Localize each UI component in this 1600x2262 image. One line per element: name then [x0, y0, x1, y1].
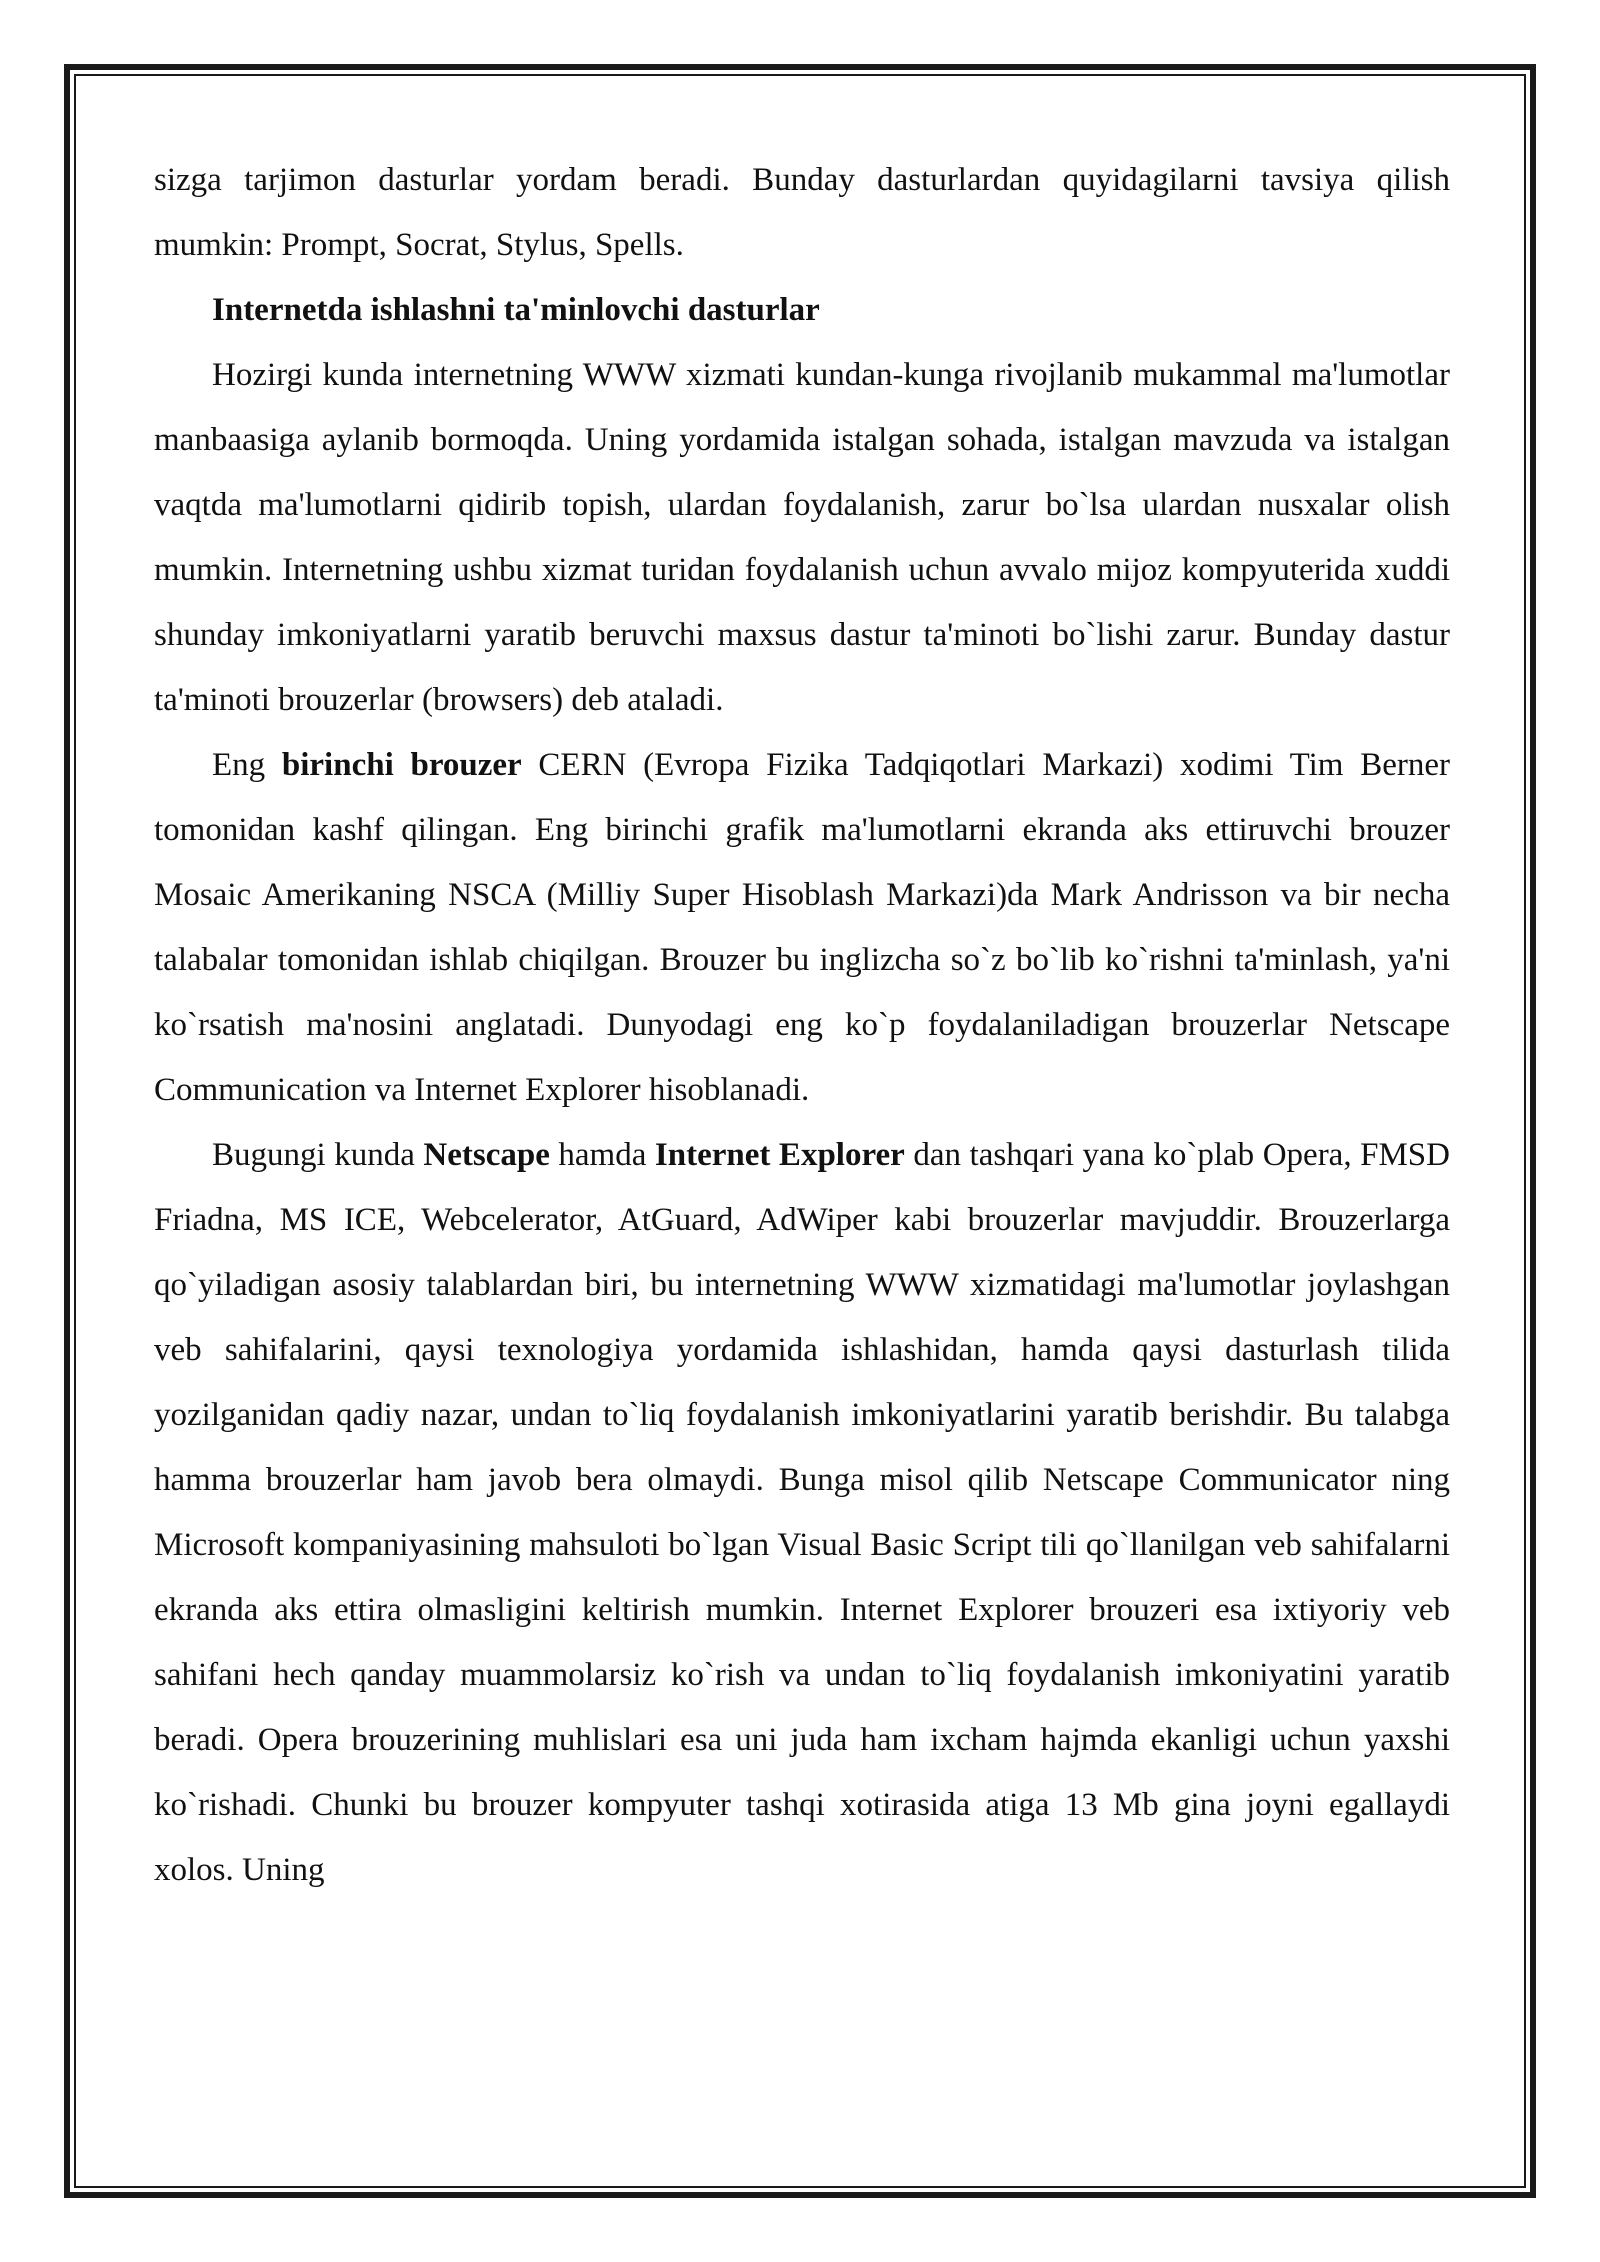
paragraph-first-browser: [154, 733, 1450, 1123]
paragraph-browsers-today: [154, 1123, 1450, 1903]
p2-pre: Eng: [212, 747, 282, 783]
p2-bold-first-browser: birinchi brouzer: [281, 747, 522, 783]
p3-bold-netscape: Netscape: [423, 1137, 550, 1173]
p3-mid: hamda: [549, 1137, 655, 1173]
p2-post: CERN (Evropa Fizika Tadqiqotlari Markazi) xodimi Tim Berner tomonidan kashf qilingan. Eng birinchi grafik ma'lumotlarni ekranda aks ettiruvchi brouzer Mosaic Amerikaning NSCA (Milliy Super Hisoblash Markazi)da Mark Andrisson va bir necha talabalar tomonidan ishlab chiqilgan. Brouzer bu inglizcha so`z bo`lib ko`rishni ta'minlash, ya'ni ko`rsatish ma'nosini anglatadi. Dunyodagi eng ko`p foydalaniladigan brouzerlar Netscape Communication va Internet Explorer hisoblanadi.: [154, 747, 1450, 1108]
section-heading: Internetda ishlashni ta'minlovchi dasturlar: [212, 292, 820, 328]
p3-pre: Bugungi kunda: [212, 1137, 424, 1173]
p3-post: dan tashqari yana ko`plab Opera, FMSD Friadna, MS ICE, Webcelerator, AtGuard, AdWiper kabi brouzerlar mavjuddir. Brouzerlarga qo`yiladigan asosiy talablardan biri, bu internetning WWW xizmatidagi ma'lumotlar joylashgan veb sahifalarini, qaysi texnologiya yordamida ishlashidan, hamda qaysi dasturlash tilida yozilganidan qadiy nazar, undan to`liq foydalanish imkoniyatlarini yaratib berishdir. Bu talabga hamma brouzerlar ham javob bera olmaydi. Bunga misol qilib Netscape Communicator ning Microsoft kompaniyasining mahsuloti bo`lgan Visual Basic Script tili qo`llanilgan veb sahifalarni ekranda aks ettira olmasligini keltirish mumkin. Internet Explorer brouzeri esa ixtiyoriy veb sahifani hech qanday muammolarsiz ko`rish va undan to`liq foydalanish imkoniyatini yaratib beradi. Opera brouzerining muhlislari esa uni juda ham ixcham hajmda ekanligi uchun yaxshi ko`rishadi. Chunki bu brouzer kompyuter tashqi xotirasida atiga 13 Mb gina joyni egallaydi xolos. Uning: [154, 1137, 1450, 1888]
paragraph-intro: sizga tarjimon dasturlar yordam beradi. Bunday dasturlardan quyidagilarni tavsiya qilish mumkin: Prompt, Socrat, Stylus, Spells.: [154, 162, 1450, 263]
p3-bold-internet-explorer: Internet Explorer: [654, 1137, 905, 1173]
document-body: [154, 148, 1450, 1903]
paragraph-www-service: Hozirgi kunda internetning WWW xizmati kundan-kunga rivojlanib mukammal ma'lumotlar manbaasiga aylanib bormoqda. Uning yordamida istalgan sohada, istalgan mavzuda va istalgan vaqtda ma'lumotlarni qidirib topish, ulardan foydalanish, zarur bo`lsa ulardan nusxalar olish mumkin. Internetning ushbu xizmat turidan foydalanish uchun avvalo mijoz kompyuterida xuddi shunday imkoniyatlarni yaratib beruvchi maxsus dastur ta'minoti bo`lishi zarur. Bunday dastur ta'minoti brouzerlar (browsers) deb ataladi.: [154, 357, 1450, 718]
